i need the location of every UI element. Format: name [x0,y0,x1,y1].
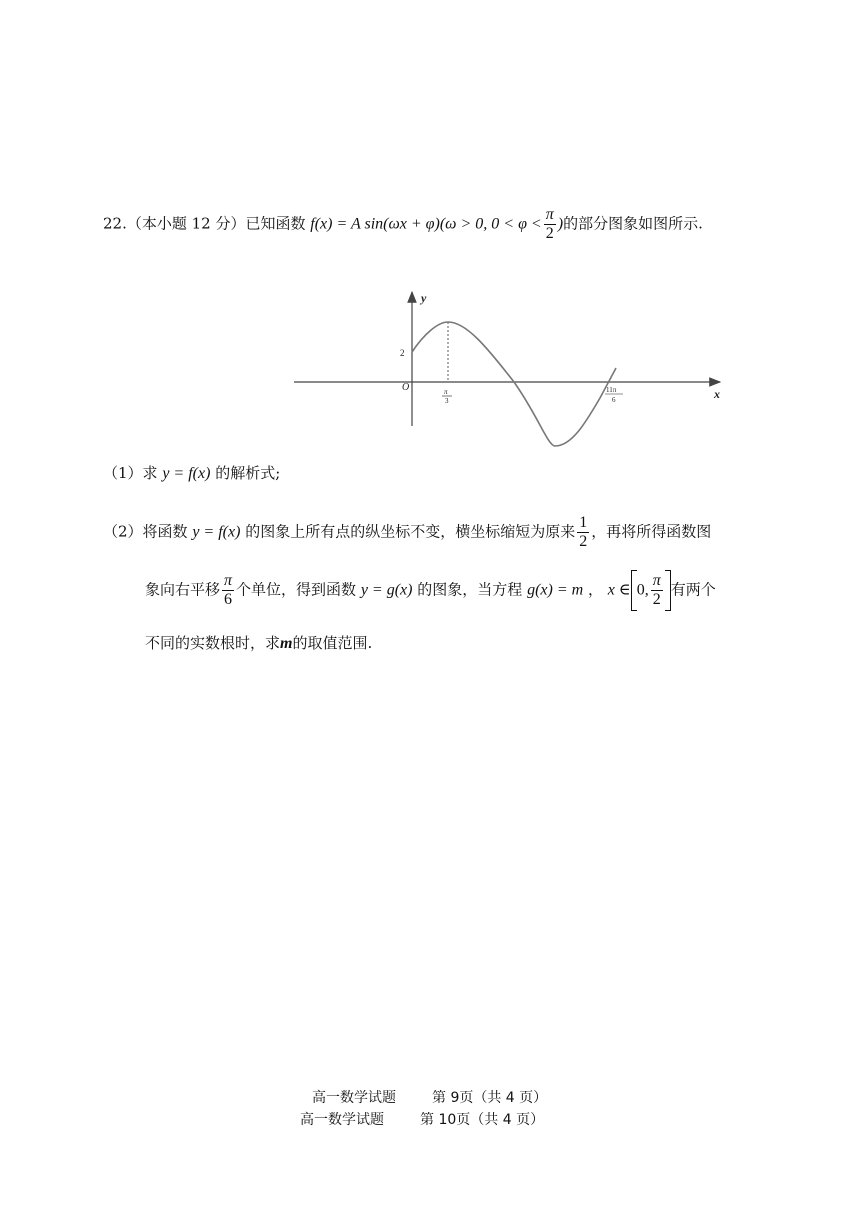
part2-text5: 的图象，当方程 [417,580,523,599]
footer-title-1: 高一数学试题 [312,1090,396,1106]
x-tick-1-num: π [444,388,448,396]
problem-tail: 的部分图象如图所示. [563,214,703,233]
part1 [103,466,280,482]
part2-expr4: x ∈ [607,581,631,599]
close-paren: ) [557,215,564,233]
part2-text4: 个单位，得到函数 [236,580,357,599]
part2-line3 [145,636,372,652]
origin-label: O [402,382,410,393]
fraction-one-half [577,514,589,551]
x-tick-1-den: 3 [445,397,449,405]
x-axis-label: x [714,387,720,401]
y-axis-label: y [421,291,427,305]
function-definition: f(x) = A sin(ωx + φ)(ω > 0, 0 < φ < [310,215,542,233]
y-tick-label: 2 [400,348,405,358]
x-tick-2-num: 11π [606,386,617,394]
part1-label: （1）求 [103,464,158,482]
sine-curve [412,322,616,446]
part1-expr: y = f(x) [162,465,211,482]
part2-text2: ，再将所得函数图 [591,522,712,541]
part2-text8: 不同的实数根时，求 [145,634,281,652]
frac-denominator: 2 [579,533,588,550]
part2-line2 [145,572,716,609]
frac-numerator: π [224,572,233,589]
part2-line1 [103,514,711,551]
fraction-pi-over-6 [222,572,234,609]
frac-denominator: 2 [545,225,554,242]
part2-expr1: y = f(x) [192,523,241,541]
closed-interval [631,572,671,609]
footer-page-1: 第 9页（共 4 页） [432,1090,548,1106]
variable-m: m [280,635,293,652]
problem-statement [103,206,703,243]
frac-denominator: 6 [224,591,233,608]
problem-intro: 已知函数 [245,214,306,233]
footer-page-2: 第 10页（共 4 页） [420,1112,545,1128]
part1-tail: 的解析式; [215,464,281,482]
part2-text6: ， [587,580,603,599]
interval-left: 0, [636,581,649,599]
part2-text3: 象向右平移 [145,580,221,599]
frac-denominator: 2 [652,591,661,608]
function-graph [290,286,730,452]
footer-title-2: 高一数学试题 [300,1112,384,1128]
problem-points: （本小题 12 分） [126,214,246,233]
part2-text1: 的图象上所有点的纵坐标不变，横坐标缩短为原来 [245,522,576,541]
frac-numerator: π [545,206,554,223]
frac-numerator: 1 [579,514,588,531]
part2-label: （2）将函数 [103,522,188,541]
x-tick-2-den: 6 [612,396,616,404]
part2-expr2: y = g(x) [360,581,413,599]
part2-text7: 有两个 [670,580,716,599]
part2-text9: 的取值范围. [292,634,373,652]
problem-number: 22. [103,214,127,233]
frac-numerator: π [652,572,661,589]
footer-line1 [312,1087,547,1107]
part2-expr3: g(x) = m [527,581,584,599]
fraction-pi-over-2-interval [651,572,663,609]
footer-line2 [300,1109,544,1129]
fraction-pi-over-2 [544,206,556,243]
